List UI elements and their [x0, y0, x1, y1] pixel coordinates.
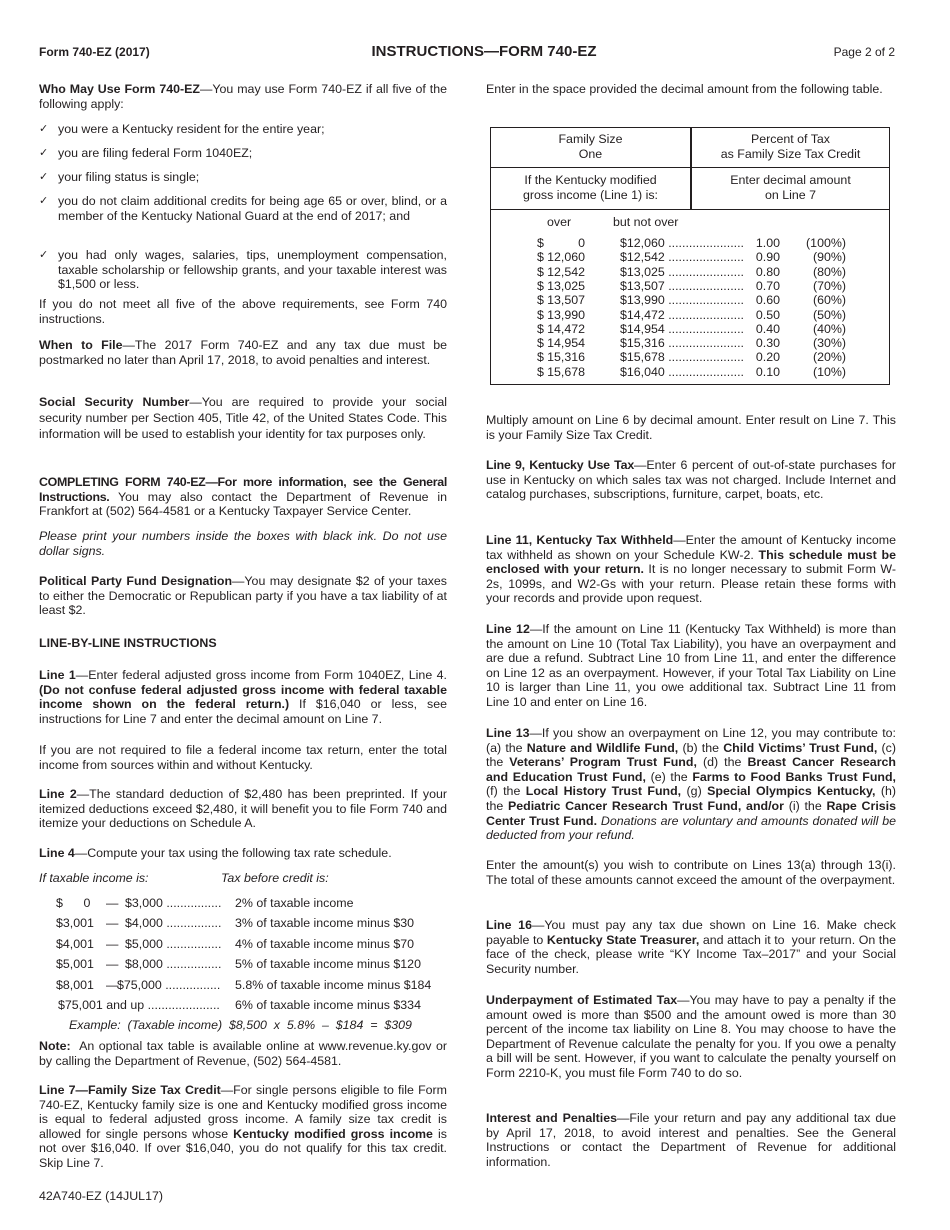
fund-name: Local History Trust Fund, [525, 784, 682, 799]
percent-amount: (50%) [812, 307, 846, 322]
line4-section: Line 4—Compute your tax using the following tax rate schedule. [39, 846, 392, 860]
percent-amount: (80%) [812, 264, 846, 279]
table-header-decimal: Enter decimal amount on Line 7 [730, 173, 851, 202]
line12-heading: Line 12 [486, 622, 530, 636]
political-party-section: Political Party Fund Designation—You may designate $2 of your taxes to either the Democratic or Republican party if you have a tax liability of at least $2. [39, 574, 447, 618]
line11-section: Line 11, Kentucky Tax Withheld—Enter the amount of Kentucky income tax withheld as shown on your Schedule KW-2. This schedule must be enclosed with your return. It is no longer necessary to submit Form W-2s, 1099s, and W2-Gs with your return. Please retain these forms with your records and provide upon request. [486, 533, 897, 606]
checkmark-icon: ✓ [39, 195, 49, 207]
checkmark-icon: ✓ [39, 147, 49, 159]
not-over-amount: $13,025 ...................... [620, 264, 744, 279]
page-title: INSTRUCTIONS—FORM 740-EZ [371, 43, 597, 60]
decimal-amount: 1.00 [755, 236, 780, 250]
not-over-amount: $15,678 ...................... [620, 350, 744, 365]
line11-heading: Line 11, Kentucky Tax Withheld [486, 533, 674, 547]
not-over-amount: $13,507 ...................... [620, 278, 744, 293]
line1-section: Line 1—Enter federal adjusted gross income from Form 1040EZ, Line 4. (Do not confuse federal adjusted gross income with federal taxable income shown on the federal return.) If $16,040 or less, see instructions for Line 7 and enter the decimal amount on Line 7. [39, 668, 447, 726]
decimal-amount: 0.40 [755, 321, 780, 336]
underpayment-section: Underpayment of Estimated Tax—You may have to pay a penalty if the amount owed is more than $500 and the amount owed is more than 30 percent of the income tax liability on Line 8. You may choose to have the Department of Revenue calculate the penalty for you. If you owe a penalty a bill will be sent. However, if you want to calculate the penalty yourself on Form 2210-K, you must file Form 740 to do so. [486, 993, 896, 1080]
col-over-header: over [547, 215, 572, 229]
percent-amount: (100%) [806, 236, 846, 250]
line4-heading: Line 4 [39, 846, 75, 860]
checkmark-icon: ✓ [39, 171, 49, 183]
note-section: Note: An optional tax table is available online at www.revenue.ky.gov or by calling the Department of Revenue, (502) 564-4581. [39, 1039, 451, 1068]
decimal-amount: 0.90 [755, 250, 780, 265]
fund-name: Rape Crisis Center Trust Fund. [486, 798, 896, 828]
line1-heading: Line 1 [39, 668, 76, 682]
line16-heading: Line 16 [486, 918, 532, 932]
form-id: Form 740-EZ (2017) [39, 45, 150, 59]
print-note: Please print your numbers inside the boxes with black ink. Do not use dollar signs. [39, 529, 447, 558]
fund-name: Special Olympics Kentucky, [707, 784, 876, 799]
line2-section: Line 2—The standard deduction of $2,480 has been preprinted. If your itemized deductions exceed $2,480, it will benefit you to file Form 740 and itemize your deductions on Schedule A. [39, 787, 447, 831]
percent-amount: (30%) [812, 336, 846, 351]
underpayment-heading: Underpayment of Estimated Tax [486, 993, 678, 1007]
line9-section: Line 9, Kentucky Use Tax—Enter 6 percent of out-of-state purchases for use in Kentucky on which sales tax was not charged. Include Internet and catalog purchases, subscriptions, furniture, carpet, boats, etc. [486, 458, 897, 502]
note-heading: Note: [39, 1039, 71, 1053]
rate-example: Example: (Taxable income) $8,500 x 5.8% – $184 = $309 [69, 1018, 412, 1032]
checkmark-icon: ✓ [39, 123, 49, 135]
not-over-amount: $16,040 ...................... [620, 364, 744, 379]
who-may-use-text: —You may use Form 740-EZ if all five of the following apply: [39, 82, 448, 111]
requirements-footer: If you do not meet all five of the above requirements, see Form 740 instructions. [39, 297, 447, 326]
fund-name: Veterans’ Program Trust Fund, [509, 755, 697, 770]
percent-amount: (60%) [812, 293, 846, 308]
fund-name: Breast Cancer Research and Education Trust Fund, [486, 755, 896, 784]
page-number: Page 2 of 2 [833, 45, 895, 59]
not-over-amount: $14,472 ...................... [620, 307, 744, 322]
line16-section: Line 16—You must pay any tax due shown on Line 16. Make check payable to Kentucky State Treasurer, and attach it to your return. On the face of the check, please write “KY Income Tax–2017” and your Social Security number. [486, 918, 900, 976]
interest-penalties-section: Interest and Penalties—File your return and pay any additional tax due by April 17, 2018, to avoid interest and penalties. See the General Instructions or contact the Department of Revenue for additional information. [486, 1111, 896, 1169]
rate-col1-header: If taxable income is: [39, 871, 149, 885]
line7-section: Line 7—Family Size Tax Credit—For single persons eligible to file Form 740-EZ, Kentucky family size is one and Kentucky modified gross income is equal to federal adjusted gross income. A family size tax credit is allowed for single persons whose Kentucky modified gross income is not over $16,040. If over $16,040, you do not qualify for this tax credit. Skip Line 7. [39, 1083, 447, 1170]
percent-amount: (20%) [812, 350, 846, 365]
fund-list: (a) the Nature and Wildlife Fund, (b) the Child Victims’ Trust Fund, (c) the Veterans’ Program Trust Fund, (d) the Breast Cancer Research and Education Trust Fund, (e) the Farms to Food Banks Trust Fund, (f) the Local History Trust Fund, (g) Special Olympics Kentucky, (h) the Pediatric Cancer Research Trust Fund, and/or (i) the Rape Crisis Center Trust Fund. [486, 740, 897, 828]
who-may-use-section [39, 82, 447, 111]
decimal-amount: 0.20 [755, 350, 780, 365]
not-over-amount: $13,990 ...................... [620, 293, 744, 308]
decimal-amount: 0.30 [755, 336, 780, 351]
fund-name: Farms to Food Banks Trust Fund, [692, 769, 896, 784]
decimal-amount: 0.10 [755, 364, 780, 379]
when-to-file-heading: When to File [39, 338, 123, 352]
multiply-instruction: Multiply amount on Line 6 by decimal amount. Enter result on Line 7. This is your Family Size Tax Credit. [486, 413, 896, 442]
col-not-over-header: but not over [613, 215, 679, 229]
family-size-table: Family Size One Percent of Tax as Family Size Tax Credit If the Kentucky modified gross income (Line 1) is: Enter decimal amount on Line 7 over but not over $ 0 $12,060 ...................... 1.00 (100%) $ 12,060 $12,542 ...................... 0.90 (90%) $ 12,542 $13,025 ...................... 0.80 (80%) $ 13,025 $13,507 ...................... 0.70 (70%) $ 13,507 $13,990 ...................... 0.60 (60%) $ 13,990 $14,472 ...................... 0.50 (50%) $ 14,472 $14,954 ...................... 0.40 (40%) $ 14,954 $15,316 ...................... 0.30 (30%) $ 15,316 $15,678 ...................... 0.20 (20%) $ 15,678 $16,040 ...................... 0.10 (10%) [490, 127, 890, 385]
table-intro: Enter in the space provided the decimal amount from the following table. [486, 82, 883, 96]
political-party-heading: Political Party Fund Designation [39, 574, 233, 588]
completing-form-heading: COMPLETING FORM 740-EZ—For more information, see the General Instructions. [39, 475, 447, 504]
decimal-amount: 0.60 [755, 293, 780, 308]
not-over-amount: $14,954 ...................... [620, 321, 744, 336]
percent-amount: (10%) [812, 364, 846, 379]
checkmark-icon: ✓ [39, 249, 49, 261]
not-over-amount: $15,316 ...................... [620, 336, 744, 351]
decimal-amount: 0.50 [755, 307, 780, 322]
rate-col2-header: Tax before credit is: [221, 871, 329, 885]
line13-extra: Enter the amount(s) you wish to contribute on Lines 13(a) through 13(i). The total of these amounts cannot exceed the amount of the overpayment. [486, 858, 896, 887]
percent-amount: (90%) [812, 250, 846, 265]
when-to-file-section: When to File—The 2017 Form 740-EZ and any tax due must be postmarked no later than April 17, 2018, to avoid penalties and interest. [39, 338, 447, 367]
line13-section: Line 13—If you show an overpayment on Line 12, you may contribute to: (a) the Nature and Wildlife Fund, (b) the Child Victims’ Trust Fund, (c) the Veterans’ Program Trust Fund, (d) the Breast Cancer Research and Education Trust Fund, (e) the Farms to Food Banks Trust Fund, (f) the Local History Trust Fund, (g) Special Olympics Kentucky, (h) the Pediatric Cancer Research Trust Fund, and/or (i) the Rape Crisis Center Trust Fund. Donations are voluntary and amounts donated will be deducted from your refund. [486, 726, 897, 843]
percent-amount: (70%) [812, 278, 846, 293]
fund-name: Child Victims’ Trust Fund, [723, 740, 878, 755]
percent-amount: (40%) [812, 321, 846, 336]
fund-name: Nature and Wildlife Fund, [526, 740, 679, 755]
line1-extra: If you are not required to file a federal income tax return, enter the total income from sources within and without Kentucky. [39, 743, 447, 772]
table-header-family-size: Family Size One [558, 132, 623, 161]
ssn-heading: Social Security Number [39, 395, 190, 409]
line7-heading: Line 7—Family Size Tax Credit [39, 1083, 221, 1097]
table-rule [491, 167, 889, 168]
table-header-percent: Percent of Tax as Family Size Tax Credit [720, 132, 861, 161]
line9-heading: Line 9, Kentucky Use Tax [486, 458, 635, 472]
decimal-amount: 0.70 [755, 278, 780, 293]
form-code-footer: 42A740-EZ (14JUL17) [39, 1189, 163, 1203]
line-by-line-heading: LINE-BY-LINE INSTRUCTIONS [39, 636, 217, 650]
line2-heading: Line 2 [39, 787, 77, 801]
line12-section: Line 12—If the amount on Line 11 (Kentucky Tax Withheld) is more than the amount on Line 10 (Total Tax Liability), you have an overpayment and are due a refund. Subtract Line 10 from Line 11, and enter the difference on Line 12 as an overpayment. However, if your Total Tax Liability on Line 10 is larger than Line 11, you owe additional tax. Subtract Line 11 from Line 10 and enter on Line 16. [486, 622, 896, 709]
line13-heading: Line 13 [486, 726, 530, 740]
completing-form-section: COMPLETING FORM 740-EZ—For more information, see the General Instructions. You may also contact the Department of Revenue in Frankfort at (502) 564-4581 or a Kentucky Taxpayer Service Center. [39, 475, 447, 519]
not-over-amount: $12,060 ...................... [620, 236, 744, 250]
fund-name: Pediatric Cancer Research Trust Fund, and/or [508, 798, 784, 813]
interest-penalties-heading: Interest and Penalties [486, 1111, 618, 1125]
ssn-section: Social Security Number—You are required to provide your social security number per Section 405, Title 42, of the United States Code. This information will be used to establish your identity for tax purposes only. [39, 395, 447, 441]
table-header-income: If the Kentucky modified gross income (Line 1) is: [523, 173, 658, 202]
who-may-use-heading: Who May Use Form 740-EZ [39, 82, 200, 96]
decimal-amount: 0.80 [755, 264, 780, 279]
not-over-amount: $12,542 ...................... [620, 250, 744, 265]
table-rule [491, 209, 889, 210]
